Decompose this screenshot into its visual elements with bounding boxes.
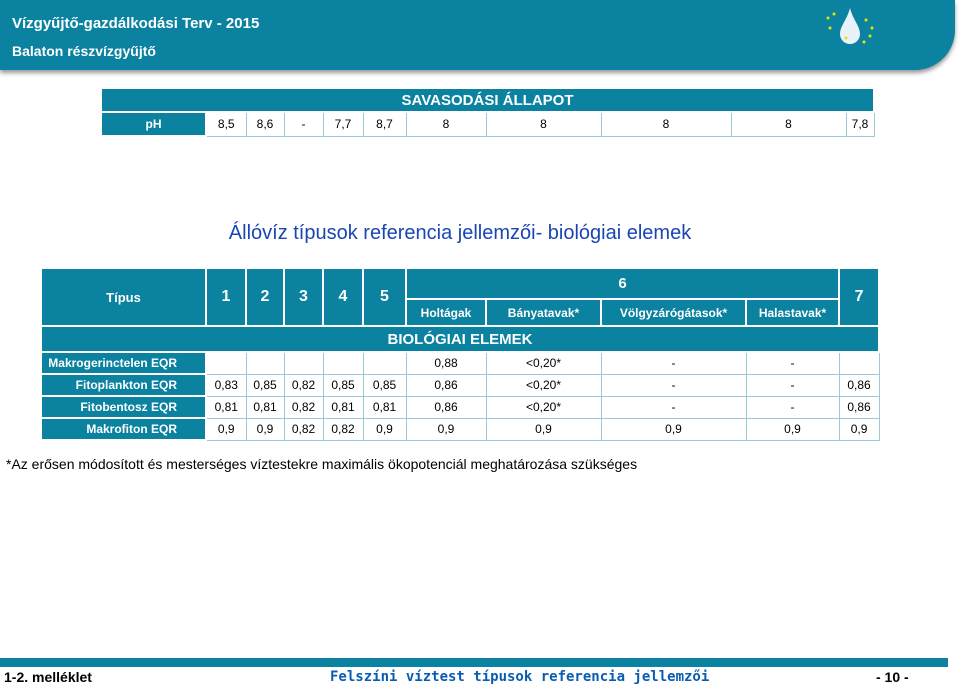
ph-value: 8 xyxy=(731,112,846,136)
cell-value: 0,9 xyxy=(601,418,746,440)
cell-value: - xyxy=(601,396,746,418)
ph-value: 7,8 xyxy=(846,112,874,136)
cell-value xyxy=(206,352,246,374)
cell-value: 0,88 xyxy=(406,352,486,374)
subtype-header: Holtágak xyxy=(406,299,486,326)
cell-value xyxy=(246,352,284,374)
table-row xyxy=(41,396,879,418)
cell-value: 0,81 xyxy=(206,396,246,418)
cell-value: 0,81 xyxy=(246,396,284,418)
ph-label: pH xyxy=(101,112,206,136)
type-header: 3 xyxy=(284,268,323,326)
type-header: 1 xyxy=(206,268,246,326)
footer-left: 1-2. melléklet xyxy=(4,669,92,685)
cell-value: 0,85 xyxy=(363,374,406,396)
cell-value: 0,82 xyxy=(323,418,363,440)
cell-value: 0,85 xyxy=(246,374,284,396)
type-header: 5 xyxy=(363,268,406,326)
header-banner xyxy=(0,0,955,70)
cell-value: 0,9 xyxy=(363,418,406,440)
bio-section-header: BIOLÓGIAI ELEMEK xyxy=(41,326,879,352)
ph-value: 8 xyxy=(406,112,486,136)
cell-value: 0,9 xyxy=(486,418,601,440)
cell-value xyxy=(284,352,323,374)
cell-value: 0,9 xyxy=(246,418,284,440)
row-label: Fitobentosz EQR xyxy=(41,396,206,418)
subtype-header: Halastavak* xyxy=(746,299,839,326)
section-title: Állóvíz típusok referencia jellemzői- biológiai elemek xyxy=(228,222,692,244)
header-title: Vízgyűjtő-gazdálkodási Terv - 2015 xyxy=(12,15,260,32)
cell-value: 0,86 xyxy=(406,374,486,396)
type7-header: 7 xyxy=(839,268,879,326)
table-row xyxy=(41,352,879,374)
cell-value: 0,82 xyxy=(284,396,323,418)
ph-value: 8 xyxy=(601,112,731,136)
row-label: Makrogerinctelen EQR xyxy=(41,352,206,374)
ph-value: 8,5 xyxy=(206,112,246,136)
cell-value: - xyxy=(601,352,746,374)
ph-value: 8,6 xyxy=(246,112,284,136)
type6-header: 6 xyxy=(406,268,839,299)
cell-value: 0,9 xyxy=(406,418,486,440)
cell-value: 0,9 xyxy=(746,418,839,440)
footnote: *Az erősen módosított és mesterséges víztestekre maximális ökopotenciál meghatározása szükséges xyxy=(6,456,638,472)
cell-value xyxy=(839,352,879,374)
cell-value xyxy=(323,352,363,374)
cell-value: 0,86 xyxy=(839,374,879,396)
cell-value: - xyxy=(746,374,839,396)
footer-bar xyxy=(0,658,948,667)
acidification-title: SAVASODÁSI ÁLLAPOT xyxy=(101,88,874,112)
cell-value: 0,9 xyxy=(206,418,246,440)
biological-elements-table xyxy=(40,267,880,441)
cell-value: 0,9 xyxy=(839,418,879,440)
cell-value: 0,86 xyxy=(839,396,879,418)
table-row xyxy=(41,418,879,440)
footer-right: - 10 - xyxy=(876,669,909,685)
tipus-header: Típus xyxy=(41,268,206,326)
cell-value: - xyxy=(601,374,746,396)
ph-value: - xyxy=(284,112,323,136)
subtype-header: Bányatavak* xyxy=(486,299,601,326)
cell-value: 0,82 xyxy=(284,418,323,440)
subtype-header: Völgyzárógátasok* xyxy=(601,299,746,326)
row-label: Fitoplankton EQR xyxy=(41,374,206,396)
table-row xyxy=(41,374,879,396)
cell-value: 0,83 xyxy=(206,374,246,396)
ph-value: 8 xyxy=(486,112,601,136)
header-subtitle: Balaton részvízgyűjtő xyxy=(12,43,156,59)
cell-value: <0,20* xyxy=(486,352,601,374)
cell-value: 0,81 xyxy=(363,396,406,418)
cell-value: <0,20* xyxy=(486,374,601,396)
cell-value: 0,82 xyxy=(284,374,323,396)
row-label: Makrofiton EQR xyxy=(41,418,206,440)
cell-value xyxy=(363,352,406,374)
type-header: 4 xyxy=(323,268,363,326)
cell-value: - xyxy=(746,396,839,418)
cell-value: 0,85 xyxy=(323,374,363,396)
cell-value: 0,81 xyxy=(323,396,363,418)
cell-value: - xyxy=(746,352,839,374)
cell-value: <0,20* xyxy=(486,396,601,418)
ph-value: 7,7 xyxy=(323,112,363,136)
ph-value: 8,7 xyxy=(363,112,406,136)
acidification-table xyxy=(100,87,875,137)
water-drop-logo-icon xyxy=(820,6,880,46)
type-header: 2 xyxy=(246,268,284,326)
footer-middle: Felszíni víztest típusok referencia jellemzői xyxy=(330,669,710,685)
cell-value: 0,86 xyxy=(406,396,486,418)
